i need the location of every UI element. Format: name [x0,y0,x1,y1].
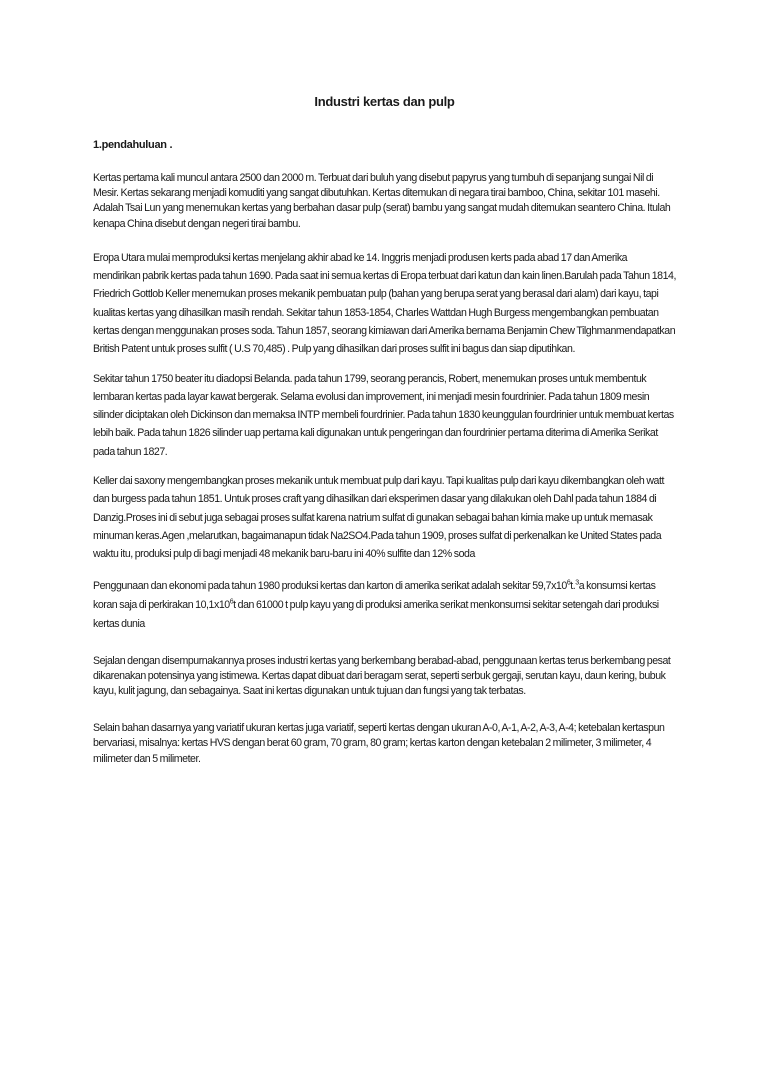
paragraph-5-text-4: t dan 61000 t pulp kayu yang di produksi amerika serikat menkonsumsi sekitar setengah dari produksi kertas dunia [93,598,659,630]
superscript-exponent: 3 [575,579,579,587]
paragraph-4: Keller dai saxony mengembangkan proses mekanik untuk membuat pulp dari kayu. Tapi kualitas pulp dari kayu dikembangkan oleh watt dan burgess pada tahun 1851. Untuk proses craft yang dihasilkan dari eksperimen dasar yang dilakukan oleh Dahl pada tahun 1884 di Danzig.Proses ini di sebut juga sebagai proses sulfat karena natrium sulfat di gunakan sebagai bahan kimia make up untuk memasak minuman keras.Agen ,melarutkan, bagaimanapun tidak Na2SO4.Pada tahun 1909, proses sulfat di perkenalkan ke United States pada waktu itu, produksi pulp di bagi menjadi 48 mekanik baru-baru ini 40% sulfite dan 12% soda [93,475,664,561]
paragraph-1: Kertas pertama kali muncul antara 2500 dan 2000 m. Terbuat dari buluh yang disebut papyrus yang tumbuh di sepanjang sungai Nil di Mesir. Kertas sekarang menjadi komuditi yang sangat dibutuhkan. Kertas ditemukan di negara tirai bamboo, China, sekitar 101 masehi. Adalah Tsai Lun yang menemukan kertas yang berbahan dasar pulp (serat) bambu yang sangat mudah ditemukan seantero China. Itulah kenapa China disebut dengan negeri tirai bambu. [93,172,671,230]
superscript-exponent: 6 [566,579,571,587]
section-heading: 1.pendahuluan . [93,139,173,151]
document-title: Industri kertas dan pulp [314,94,455,109]
paragraph-6: Sejalan dengan disempurnakannya proses industri kertas yang berkembang berabad-abad, penggunaan kertas terus berkembang pesat dikarenakan potensinya yang istimewa. Kertas dapat dibuat dari beragam serat, seperti serbuk gergaji, serutan kayu, daun kering, bubuk kayu, kulit jagung, dan sebagainya. Saat ini kertas digunakan untuk tujuan dan fungsi yang tak terbatas. [93,654,671,697]
paragraph-5-text-3: a konsumsi kertas koran saja di perkirakan 10,1x10 [93,579,656,611]
superscript-exponent: 6 [229,598,234,606]
paragraph-7: Selain bahan dasarnya yang variatif ukuran kertas juga variatif, seperti kertas dengan ukuran A-0, A-1, A-2, A-3, A-4; ketebalan kertaspun bervariasi, misalnya: kertas HVS dengan berat 60 gram, 70 gram, 80 gram; kertas karton dengan ketebalan 2 milimeter, 3 milimeter, 4 milimeter dan 5 milimeter. [93,722,665,765]
paragraph-5-text-1: Penggunaan dan ekonomi pada tahun 1980 produksi kertas dan karton di amerika serikat adalah sekitar 59,7x10 [93,579,567,592]
paragraph-2: Eropa Utara mulai memproduksi kertas menjelang akhir abad ke 14. Inggris menjadi produsen kerts pada abad 17 dan Amerika mendirikan pabrik kertas pada tahun 1690. Pada saat ini semua kertas di Eropa terbuat dari katun dan kain linen.Barulah pada Tahun 1814, Friedrich Gottlob Keller menemukan proses mekanik pembuatan pulp (bahan yang berupa serat yang berasal dari alam) dari kayu, tapi kualitas kertas yang dihasilkan masih rendah. Sekitar tahun 1853-1854, Charles Wattdan Hugh Burgess mengembangkan pembuatan kertas dengan menggunakan proses soda. Tahun 1857, seorang kimiawan dari Amerika bernama Benjamin Chew Tilghmanmendapatkan British Patent untuk proses sulfit ( U.S 70,485) . Pulp yang dihasilkan dari proses sulfit ini bagus dan siap diputihkan. [93,251,676,356]
paragraph-5-text-2: t. [570,579,576,592]
paragraph-3: Sekitar tahun 1750 beater itu diadopsi Belanda. pada tahun 1799, seorang perancis, Robert, menemukan proses untuk membentuk lembaran kertas pada layar kawat bergerak. Selama evolusi dan improvement, ini menjadi mesin fourdrinier. Pada tahun 1809 mesin silinder diciptakan oleh Dickinson dan memaksa INTP membeli fourdrinier. Pada tahun 1830 keunggulan fourdrinier untuk membuat kertas lebih baik. Pada tahun 1826 silinder uap pertama kali digunakan untuk pengeringan dan fourdrinier pertama diterima di Amerika Serikat pada tahun 1827. [93,372,674,458]
paragraph-5 [93,577,676,634]
